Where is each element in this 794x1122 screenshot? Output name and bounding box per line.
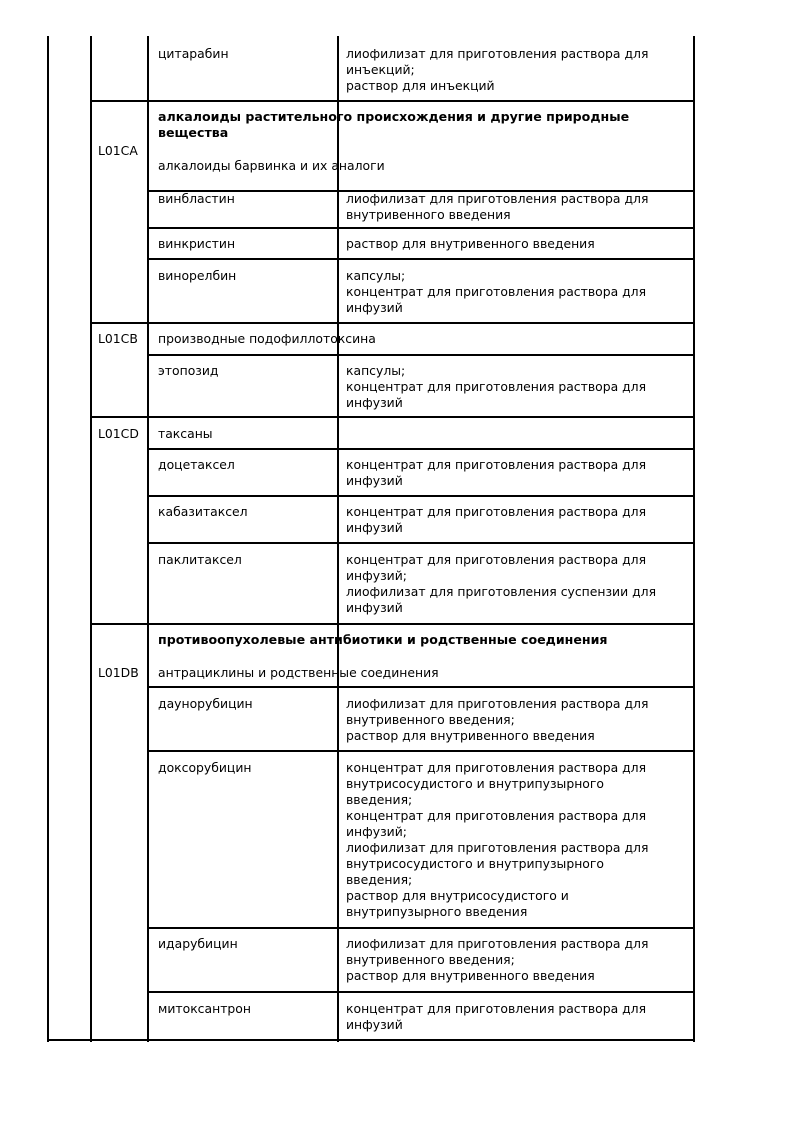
- row-divider: [90, 100, 695, 102]
- drug-form: концентрат для приготовления раствора для внутрисосудистого и внутрипузырного введения; концентрат для приготовления раствора для инфузий; лиофилизат для приготовления раствора для внутрисосудистого и внутрипузырного введения; раствор для внутрисосудистого и внутрипузырного введения: [346, 760, 649, 919]
- subgroup-heading: антрациклины и родственные соединения: [158, 665, 439, 680]
- drug-name: митоксантрон: [158, 1001, 251, 1016]
- row-divider: [147, 686, 695, 688]
- atc-code: L01DB: [98, 665, 139, 680]
- drug-name: идарубицин: [158, 936, 238, 951]
- drug-name: цитарабин: [158, 46, 229, 61]
- drug-name: доцетаксел: [158, 457, 235, 472]
- drug-name: винбластин: [158, 191, 235, 206]
- group-heading: алкалоиды растительного происхождения и другие природные вещества: [158, 109, 630, 140]
- drug-form: капсулы; концентрат для приготовления раствора для инфузий: [346, 363, 647, 410]
- group-heading: противоопухолевые антибиотики и родственные соединения: [158, 632, 608, 647]
- row-divider: [90, 623, 695, 625]
- row-divider: [147, 750, 695, 752]
- row-divider: [90, 416, 695, 418]
- drug-form: лиофилизат для приготовления раствора для инъекций; раствор для инъекций: [346, 46, 649, 93]
- drug-name: винкристин: [158, 236, 236, 251]
- drug-form: раствор для внутривенного введения: [346, 236, 595, 251]
- atc-code: L01CD: [98, 426, 139, 441]
- atc-code: L01CA: [98, 143, 138, 158]
- drug-form: концентрат для приготовления раствора для инфузий: [346, 504, 647, 535]
- column-divider-2: [147, 36, 149, 1042]
- subgroup-heading: производные подофиллотоксина: [158, 331, 376, 346]
- row-divider: [90, 322, 695, 324]
- atc-code: L01CB: [98, 331, 138, 346]
- row-divider: [147, 927, 695, 929]
- drug-name: кабазитаксел: [158, 504, 248, 519]
- subgroup-heading: таксаны: [158, 426, 213, 441]
- row-divider: [147, 227, 695, 229]
- drug-form: концентрат для приготовления раствора для инфузий; лиофилизат для приготовления суспензии для инфузий: [346, 552, 657, 615]
- drug-form: лиофилизат для приготовления раствора для внутривенного введения: [346, 191, 649, 222]
- drug-name: паклитаксел: [158, 552, 242, 567]
- table-right-border: [693, 36, 695, 1042]
- subgroup-heading: алкалоиды барвинка и их аналоги: [158, 158, 385, 173]
- column-divider-1: [90, 36, 92, 1042]
- row-divider: [147, 354, 695, 356]
- drug-form: лиофилизат для приготовления раствора для внутривенного введения; раствор для внутривенного введения: [346, 936, 649, 983]
- table-bottom-border: [47, 1039, 695, 1041]
- drug-name: этопозид: [158, 363, 219, 378]
- row-divider: [147, 258, 695, 260]
- drug-form: концентрат для приготовления раствора для инфузий: [346, 457, 647, 488]
- drug-form: капсулы; концентрат для приготовления раствора для инфузий: [346, 268, 647, 315]
- row-divider: [147, 991, 695, 993]
- drug-form: лиофилизат для приготовления раствора для внутривенного введения; раствор для внутривенного введения: [346, 696, 649, 743]
- drug-table: [47, 36, 695, 1042]
- drug-name: доксорубицин: [158, 760, 252, 775]
- row-divider: [147, 448, 695, 450]
- row-divider: [147, 495, 695, 497]
- drug-form: концентрат для приготовления раствора для инфузий: [346, 1001, 647, 1032]
- drug-name: даунорубицин: [158, 696, 253, 711]
- drug-name: винорелбин: [158, 268, 237, 283]
- column-divider-3: [337, 36, 339, 1042]
- row-divider: [147, 542, 695, 544]
- table-left-border: [47, 36, 49, 1042]
